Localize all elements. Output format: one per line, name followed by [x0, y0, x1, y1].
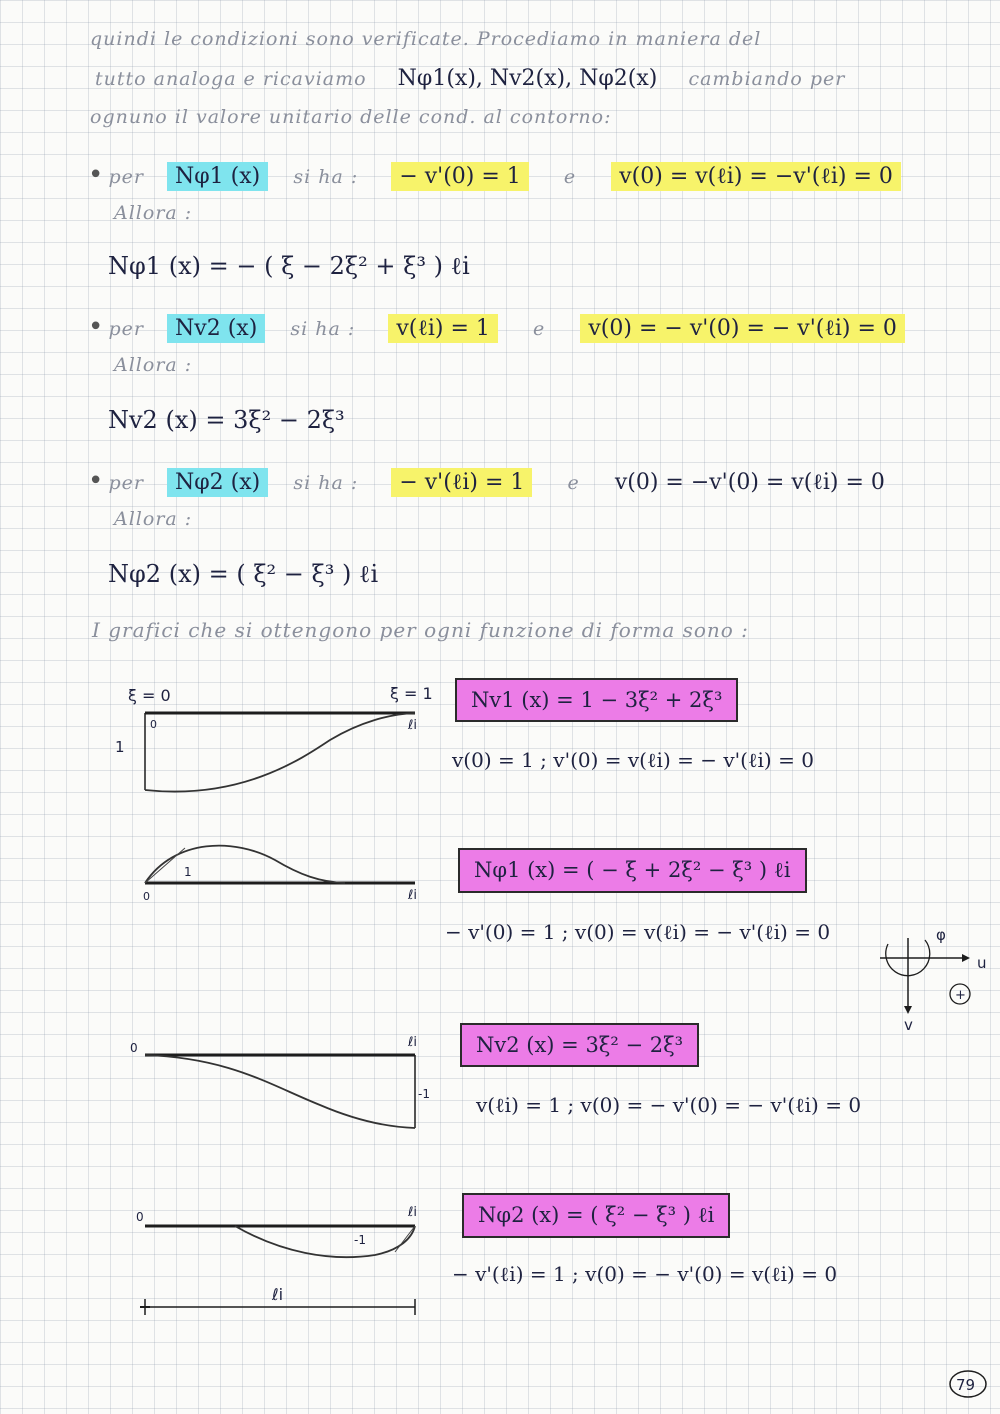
legend-u: u [977, 954, 987, 972]
case3-line: • per Nφ2 (x) si ha : − v'(ℓi) = 1 e v(0) = −v'(0) = v(ℓi) = 0 [88, 466, 885, 496]
case1-allora: Allora : [114, 202, 193, 224]
p1-end: ℓi [408, 718, 417, 733]
case1-e: e [563, 166, 577, 188]
case3-e: e [567, 472, 580, 494]
case1-cond2: v(0) = v(ℓi) = −v'(ℓi) = 0 [611, 162, 901, 191]
graphs-intro: I grafici che si ottengono per ogni funzione di forma sono : [92, 618, 749, 642]
intro-line-2-end: cambiando per [688, 68, 846, 90]
case3-si-ha: si ha : [293, 472, 359, 494]
case1-line: • per Nφ1 (x) si ha : − v'(0) = 1 e v(0) = v(ℓi) = −v'(ℓi) = 0 [88, 160, 901, 190]
curve-nv2 [145, 1055, 415, 1128]
intro-line-2-math: Nφ1(x), Nv2(x), Nφ2(x) [397, 66, 658, 91]
case1-si-ha: si ha : [293, 166, 359, 188]
legend-plus: + [955, 988, 966, 1003]
p2-end: ℓi [408, 888, 417, 903]
box-nphi1-formula: Nφ1 (x) = ( − ξ + 2ξ² − ξ³ ) ℓi [458, 848, 807, 893]
case2-line: • per Nv2 (x) si ha : v(ℓi) = 1 e v(0) = − v'(0) = − v'(ℓi) = 0 [88, 312, 905, 342]
curve-nv1 [145, 713, 415, 792]
page-number: 79 [956, 1376, 976, 1394]
box-nphi2-formula: Nφ2 (x) = ( ξ² − ξ³ ) ℓi [462, 1193, 730, 1238]
case2-e: e [533, 318, 546, 340]
case2-func: Nv2 (x) [167, 314, 265, 343]
curve-nphi2 [235, 1226, 415, 1257]
p3-minus-one: -1 [418, 1087, 430, 1101]
case1-per: per [108, 166, 144, 188]
intro-line-2-start: tutto analoga e ricaviamo [95, 68, 367, 90]
legend-v: v [904, 1016, 913, 1034]
p4-length: ℓi [272, 1285, 284, 1304]
p4-end: ℓi [408, 1205, 417, 1220]
box-nv2-conds: v(ℓi) = 1 ; v(0) = − v'(0) = − v'(ℓi) = 0 [476, 1093, 862, 1117]
p2-zero: 0 [143, 890, 150, 903]
case2-result: Nv2 (x) = 3ξ² − 2ξ³ [108, 406, 345, 434]
box-nv1-formula: Nv1 (x) = 1 − 3ξ² + 2ξ³ [455, 678, 738, 722]
case1-func: Nφ1 (x) [167, 162, 268, 191]
case3-per: per [108, 472, 144, 494]
p4-zero: 0 [136, 1210, 144, 1224]
p1-xi1: ξ = 1 [390, 684, 433, 703]
p3-end: ℓi [408, 1035, 417, 1050]
case2-cond2: v(0) = − v'(0) = − v'(ℓi) = 0 [580, 314, 905, 343]
intro-line-1: quindi le condizioni sono verificate. Procediamo in maniera del [90, 28, 762, 50]
case2-cond1: v(ℓi) = 1 [388, 314, 498, 343]
box-nphi1-conds: − v'(0) = 1 ; v(0) = v(ℓi) = − v'(ℓi) = 0 [445, 920, 831, 944]
case2-per: per [108, 318, 144, 340]
curve-nphi1 [145, 846, 345, 883]
case3-result: Nφ2 (x) = ( ξ² − ξ³ ) ℓi [108, 560, 379, 588]
intro-line-3: ognuno il valore unitario delle cond. al contorno: [90, 106, 612, 128]
case1-cond1: − v'(0) = 1 [391, 162, 528, 191]
p1-one: 1 [115, 738, 125, 756]
case3-cond1: − v'(ℓi) = 1 [391, 468, 532, 497]
case3-cond2: v(0) = −v'(0) = v(ℓi) = 0 [614, 470, 885, 495]
legend-phi: φ [936, 926, 946, 944]
case2-allora: Allora : [114, 354, 193, 376]
box-nv2-formula: Nv2 (x) = 3ξ² − 2ξ³ [460, 1023, 699, 1067]
case2-si-ha: si ha : [290, 318, 356, 340]
p1-zero: 0 [150, 718, 157, 731]
box-nv1-conds: v(0) = 1 ; v'(0) = v(ℓi) = − v'(ℓi) = 0 [452, 748, 814, 772]
p2-slope: 1 [184, 865, 192, 879]
p3-zero: 0 [130, 1041, 138, 1055]
case1-result: Nφ1 (x) = − ( ξ − 2ξ² + ξ³ ) ℓi [108, 252, 470, 280]
p1-xi0: ξ = 0 [128, 686, 171, 705]
case3-allora: Allora : [114, 508, 193, 530]
p4-minus-one: -1 [354, 1233, 366, 1247]
box-nphi2-conds: − v'(ℓi) = 1 ; v(0) = − v'(0) = v(ℓi) = 0 [452, 1262, 838, 1286]
case3-func: Nφ2 (x) [167, 468, 268, 497]
